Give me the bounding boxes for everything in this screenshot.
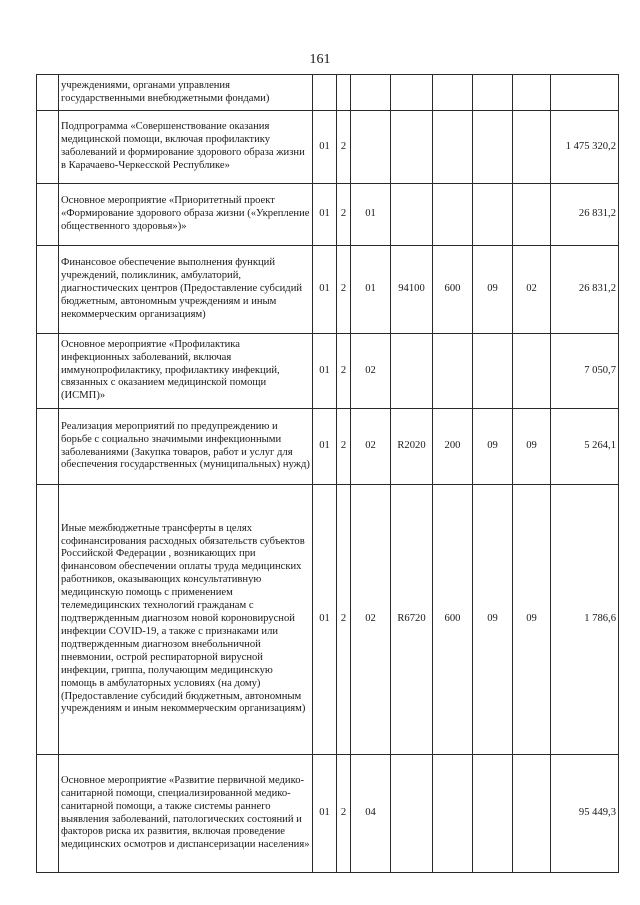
blank-cell [37,111,59,184]
subprogram-code: 2 [337,111,351,184]
direction-code: R2020 [391,409,433,485]
blank-cell [37,409,59,485]
expense-type [433,111,473,184]
amount: 1 475 320,2 [551,111,619,184]
expense-type: 600 [433,485,473,755]
direction-code: R6720 [391,485,433,755]
section-code [473,111,513,184]
subprogram-code: 2 [337,334,351,409]
table-row [37,75,619,111]
event-code: 02 [351,334,391,409]
expense-type [433,755,473,873]
table-row [37,755,619,873]
amount: 26 831,2 [551,184,619,246]
section-code [473,184,513,246]
amount: 26 831,2 [551,246,619,334]
row-description: Основное мероприятие «Профилактика инфекционных заболеваний, включая иммунопрофилактику, профилактику инфекций, связанных с оказанием медицинской помощи (ИСМП)» [59,334,313,409]
event-code [351,111,391,184]
subprogram-code: 2 [337,409,351,485]
amount [551,75,619,111]
subsection-code [513,111,551,184]
amount: 95 449,3 [551,755,619,873]
event-code: 01 [351,246,391,334]
row-description: Финансовое обеспечение выполнения функций учреждений, поликлиник, амбулаторий, диагностических центров (Предоставление субсидий бюджетным, автономным учреждениям и иным некоммерческим организациям) [59,246,313,334]
expense-type: 200 [433,409,473,485]
expense-type: 600 [433,246,473,334]
row-description: учреждениями, органами управления государственными внебюджетными фондами) [59,75,313,111]
program-code: 01 [313,111,337,184]
amount: 7 050,7 [551,334,619,409]
subprogram-code: 2 [337,184,351,246]
blank-cell [37,184,59,246]
direction-code: 94100 [391,246,433,334]
section-code [473,75,513,111]
expense-type [433,334,473,409]
row-description: Иные межбюджетные трансферты в целях софинансирования расходных обязательств субъектов Российской Федерации , возникающих при финансовом обеспечении оплаты труда медицинских работников, оказывающих консультативную медицинскую помощь с применением телемедицинских технологий гражданам с подтвержденным диагнозом новой короновирусной инфекции COVID-19, а также с признаками или подтвержденным диагнозом внебольничной пневмонии, острой респираторной вирусной инфекции, гриппа, получающим медицинскую помощь в амбулаторных условиях (на дому) (Предоставление субсидий бюджетным, автономным учреждениям и иным некоммерческим организациям) [59,485,313,755]
event-code: 01 [351,184,391,246]
program-code [313,75,337,111]
budget-table [36,74,619,873]
direction-code [391,184,433,246]
program-code: 01 [313,485,337,755]
blank-cell [37,246,59,334]
event-code [351,75,391,111]
table-row [37,184,619,246]
row-description: Основное мероприятие «Приоритетный проект «Формирование здорового образа жизни («Укрепление общественного здоровья»)» [59,184,313,246]
subprogram-code: 2 [337,246,351,334]
subsection-code: 02 [513,246,551,334]
direction-code [391,75,433,111]
table-row [37,485,619,755]
expense-type [433,75,473,111]
program-code: 01 [313,334,337,409]
amount: 1 786,6 [551,485,619,755]
direction-code [391,334,433,409]
table-row [37,111,619,184]
subsection-code: 09 [513,485,551,755]
direction-code [391,111,433,184]
blank-cell [37,75,59,111]
amount: 5 264,1 [551,409,619,485]
blank-cell [37,755,59,873]
section-code: 09 [473,485,513,755]
event-code: 02 [351,485,391,755]
subprogram-code [337,75,351,111]
row-description: Основное мероприятие «Развитие первичной медико-санитарной помощи, специализированной медико-санитарной помощи, а также системы раннего выявления заболеваний, патологических состояний и факторов риска их развития, включая проведение медицинских осмотров и диспансеризации населения» [59,755,313,873]
subsection-code [513,75,551,111]
section-code: 09 [473,246,513,334]
event-code: 04 [351,755,391,873]
program-code: 01 [313,409,337,485]
program-code: 01 [313,246,337,334]
section-code [473,334,513,409]
row-description: Реализация мероприятий по предупреждению и борьбе с социально значимыми инфекционными заболеваниями (Закупка товаров, работ и услуг для обеспечения государственных (муниципальных) нужд) [59,409,313,485]
direction-code [391,755,433,873]
event-code: 02 [351,409,391,485]
subprogram-code: 2 [337,485,351,755]
program-code: 01 [313,755,337,873]
expense-type [433,184,473,246]
section-code: 09 [473,409,513,485]
subprogram-code: 2 [337,755,351,873]
blank-cell [37,485,59,755]
table-row [37,409,619,485]
subsection-code [513,184,551,246]
subsection-code [513,755,551,873]
page-number: 161 [309,52,331,67]
table-row [37,246,619,334]
row-description: Подпрограмма «Совершенствование оказания медицинской помощи, включая профилактику заболеваний и формирование здорового образа жизни в Карачаево-Черкесской Республике» [59,111,313,184]
table-row [37,334,619,409]
subsection-code [513,334,551,409]
program-code: 01 [313,184,337,246]
subsection-code: 09 [513,409,551,485]
blank-cell [37,334,59,409]
section-code [473,755,513,873]
